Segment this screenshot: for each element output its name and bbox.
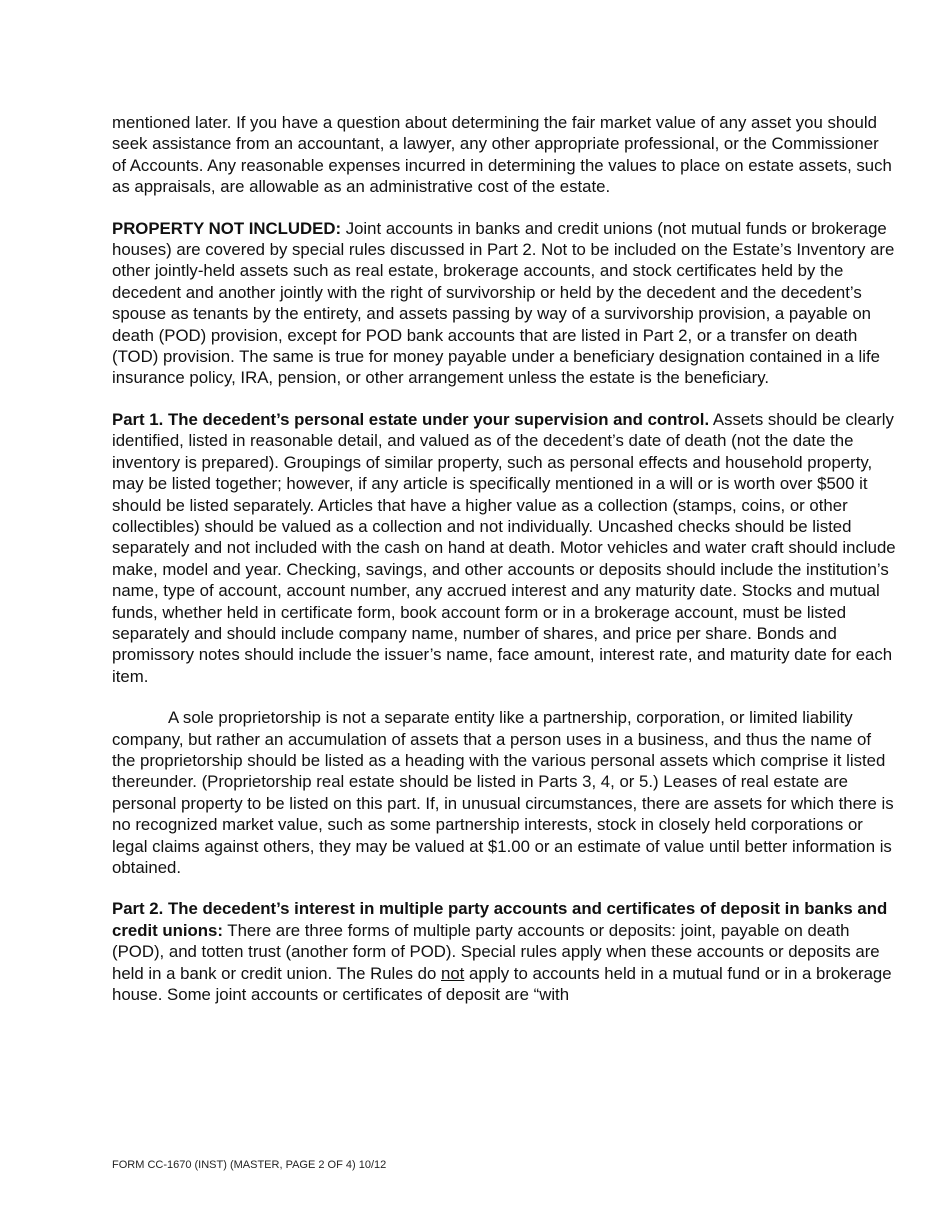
underlined-not: not [441,963,465,983]
heading-part-1: Part 1. The decedent’s personal estate under your supervision and control. [112,409,710,429]
form-footer: FORM CC-1670 (INST) (MASTER, PAGE 2 OF 4) 10/12 [112,1159,387,1171]
paragraph-sole-proprietorship: A sole proprietorship is not a separate entity like a partnership, corporation, or limited liability company, but rather an accumulation of assets that a person uses in a business, and thus the name of the proprietorship should be listed as a heading with the various personal assets which comprise it listed thereunder. (Proprietorship real estate should be listed in Parts 3, 4, or 5.) Leases of real estate are personal property to be listed on this part. If, in unusual circumstances, there are assets for which there is no recognized market value, such as some partnership interests, stock in closely held corporations or legal claims against others, they may be valued at $1.00 or an estimate of value until better information is obtained. [112,708,894,877]
body-part-1: Assets should be clearly identified, listed in reasonable detail, and valued as of the decedent’s date of death (not the date the inventory is prepared). Groupings of similar property, such as personal effects and household property, may be listed together; however, if any article is specifically mentioned in a will or is worth over $500 it should be listed separately. Articles that have a higher value as a collection (stamps, coins, or other collectibles) should be valued as a collection and not individually. Uncashed checks should be listed separately and not included with the cash on hand at death. Motor vehicles and water craft should include make, model and year. Checking, savings, and other accounts or deposits should include the institution’s name, type of account, account number, any accrued interest and any maturity date. Stocks and mutual funds, whether held in certificate form, book account form or in a brokerage account, must be listed separately and should include company name, number of shares, and price per share. Bonds and promissory notes should include the issuer’s name, face amount, interest rate, and maturity date for each item. [112,409,896,686]
paragraph-property-not-included [112,218,896,389]
document-page [112,112,896,1025]
heading-property-not-included: PROPERTY NOT INCLUDED: [112,218,342,238]
body-part-2-b: apply to accounts held in a mutual fund or in a brokerage house. Some joint accounts or certificates of deposit are “with [112,963,892,1005]
paragraph-part-2 [112,898,896,1005]
heading-part-2: Part 2. The decedent’s interest in multiple party accounts and certificates of deposit in banks and credit unions: [112,899,888,940]
body-part-2-a: There are three forms of multiple party accounts or deposits: joint, payable on death (POD), and totten trust (another form of POD). Special rules apply when these accounts or deposits are held in a bank or credit union. The Rules do [112,920,880,983]
body-property-not-included: Joint accounts in banks and credit unions (not mutual funds or brokerage houses) are covered by special rules discussed in Part 2. Not to be included on the Estate’s Inventory are other jointly-held assets such as real estate, brokerage accounts, and stock certificates held by the decedent and another jointly with the right of survivorship or held by the decedent and the decedent’s spouse as tenants by the entirety, and assets passing by way of a survivorship provision, a payable on death (POD) provision, except for POD bank accounts that are listed in Part 2, or a transfer on death (TOD) provision. The same is true for money payable under a beneficiary designation contained in a life insurance policy, IRA, pension, or other arrangement unless the estate is the beneficiary. [112,218,895,388]
paragraph-part-1 [112,409,896,687]
paragraph-continued: mentioned later. If you have a question about determining the fair market value of any asset you should seek assistance from an accountant, a lawyer, any other appropriate professional, or the Commissioner of Accounts. Any reasonable expenses incurred in determining the values to place on estate assets, such as appraisals, are allowable as an administrative cost of the estate. [112,113,892,197]
